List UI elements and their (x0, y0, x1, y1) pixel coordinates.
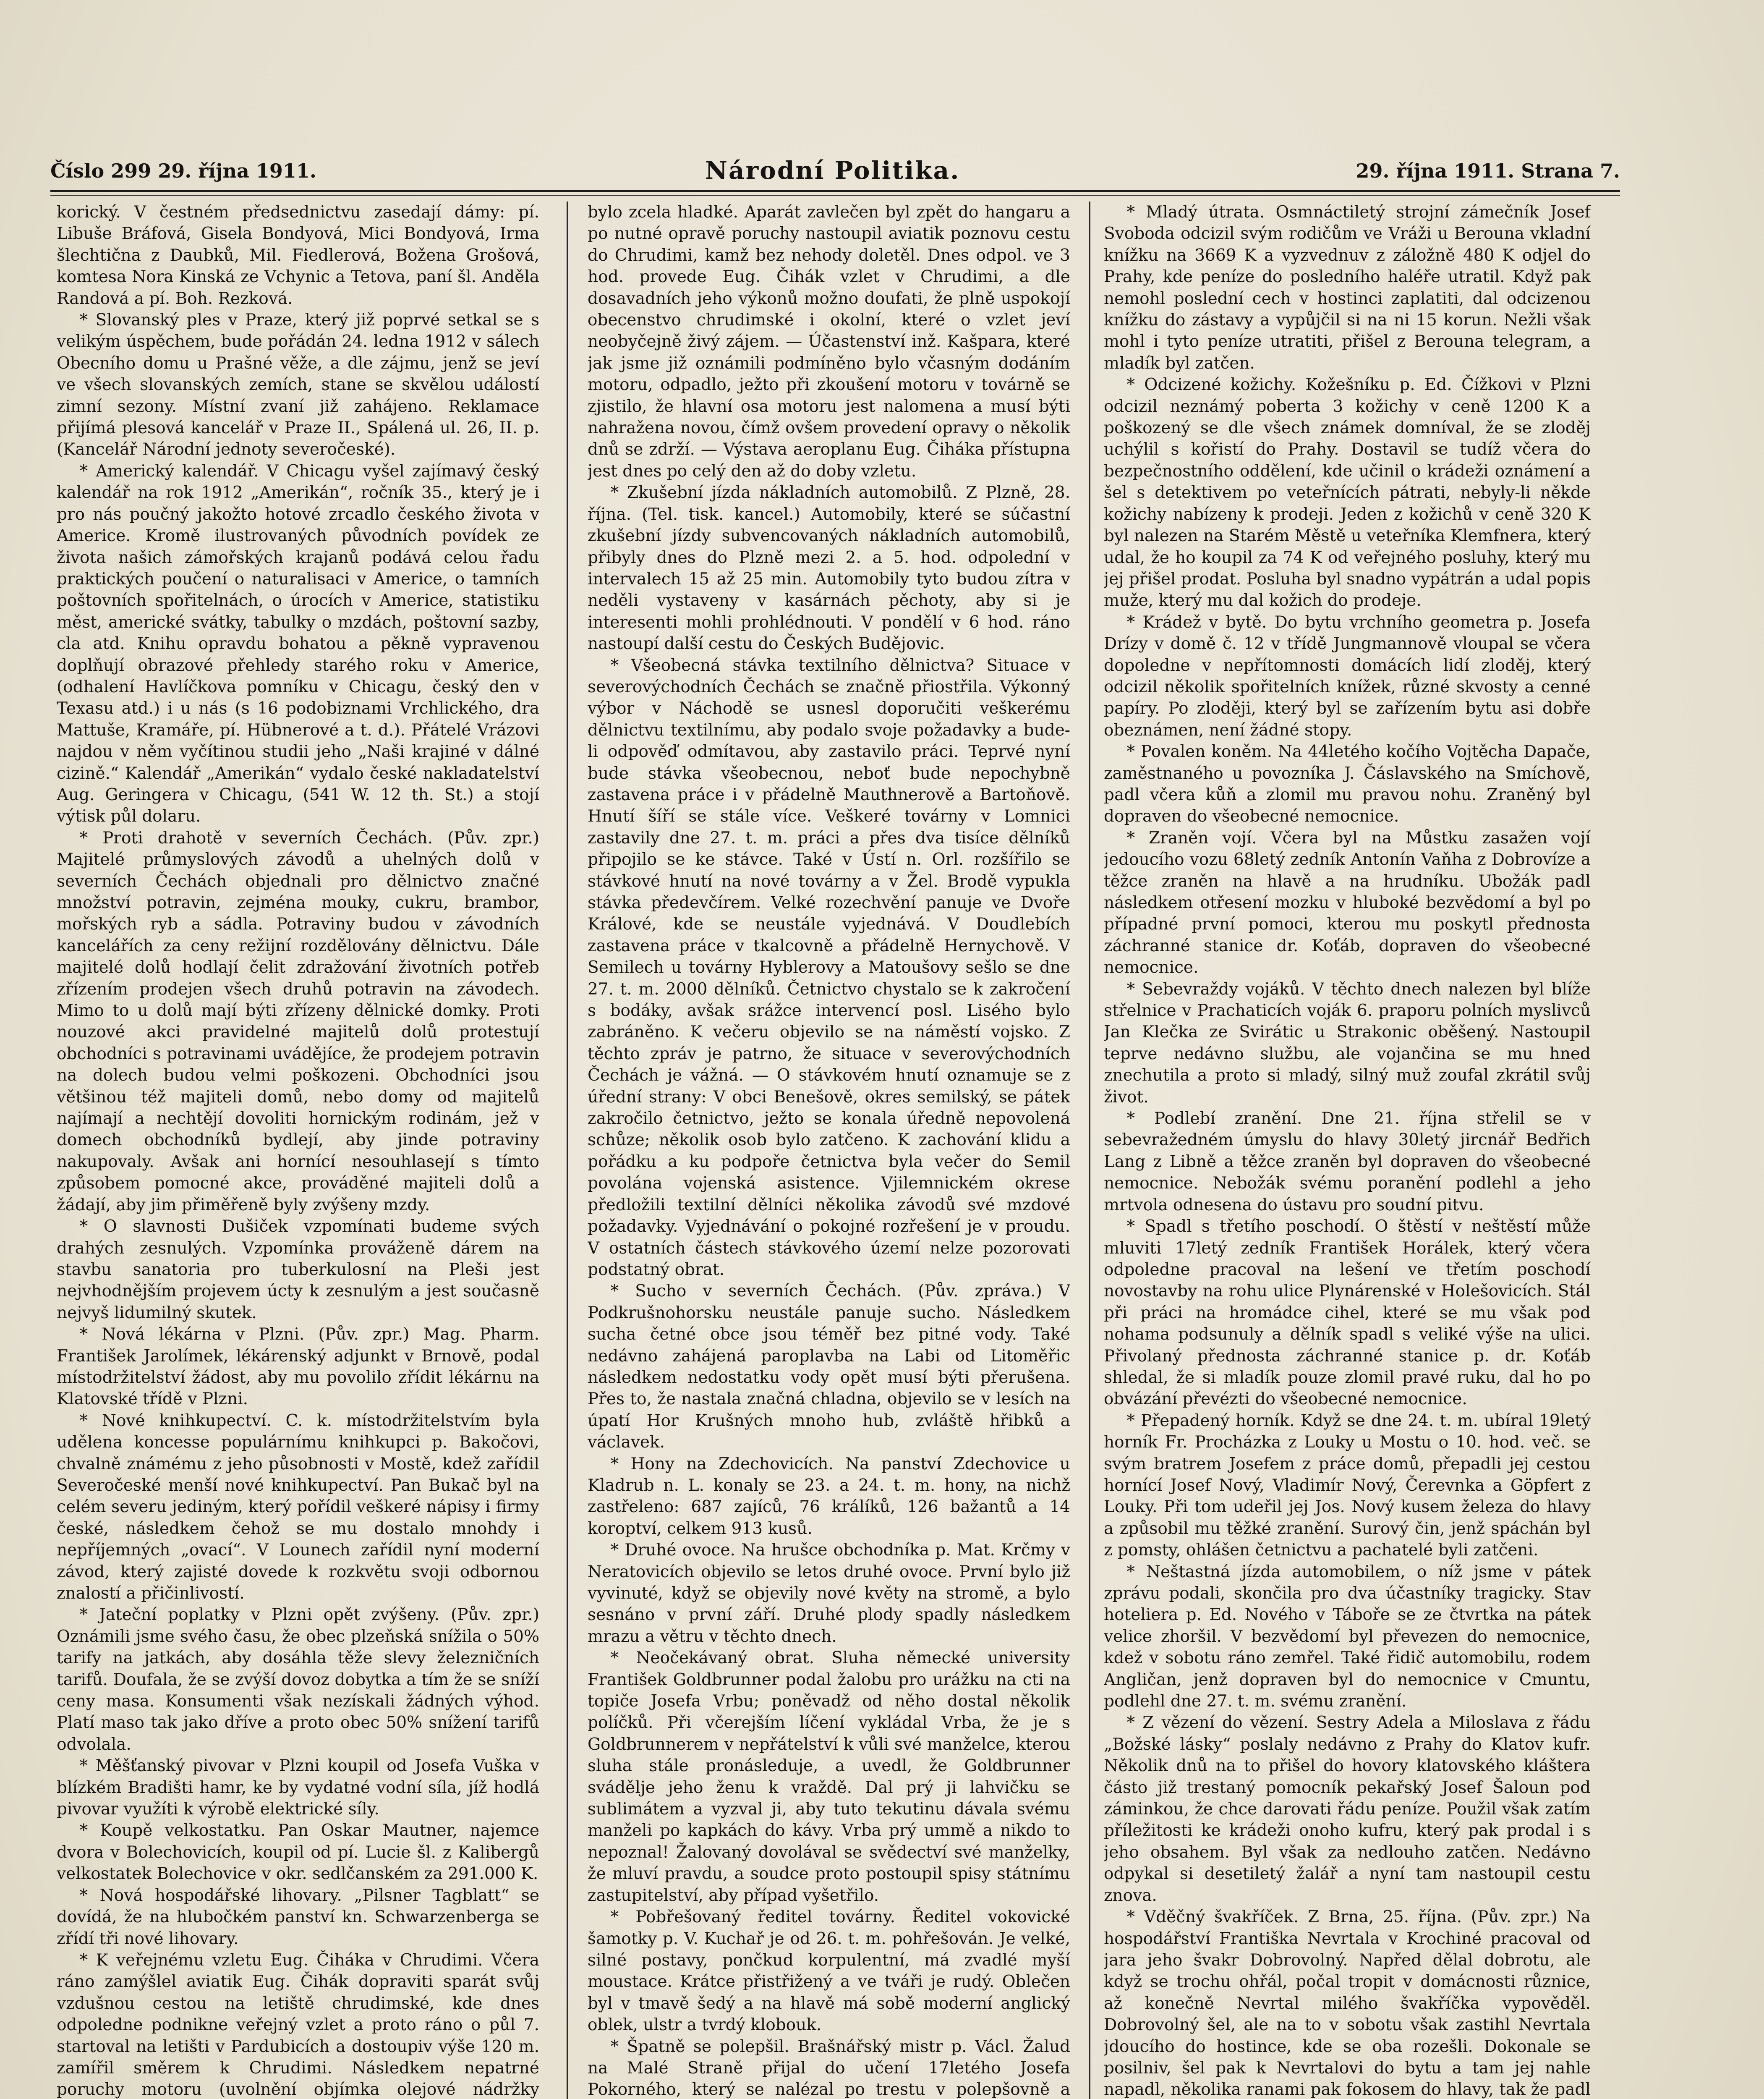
article-paragraph: * Z vězení do vězení. Sestry Adela a Miloslava z řádu „Božské lásky“ poslaly nedávno z Prahy do Klatov kufr. Několik dnů na to přišel do hovory klatovského kláštera částo již trestaný pomocník pekařský Josef Šaloun pod záminkou, že chce darovati řádu peníze. Použil však zatím příležitosti ke krádeži onoho kufru, který pak prodal i s jeho obsahem. Byl však za nedlouho zatčen. Nedávno odpykal si desetiletý žalář a nyní tam nastoupil cestu znova. (1104, 1713, 1591, 1905)
article-paragraph: * Spadl s třetího poschodí. O štěstí v neštěstí může mluviti 17letý zedník František Horálek, který včera odpoledne pracoval na lešení ve třetím poschodí novostavby na rohu ulice Plynárenské v Holešovicích. Stál při práci na hromádce cihel, které se mu však pod nohama podsunuly a dělník spadl s veliké výše na ulici. Přivolaný přednosta záchranné stanice p. dr. Koťáb shledal, že si mladík pouze zlomil pravé ruku, dal ho po obvázání převézti do všeobecné nemocnice. (1104, 1217, 1591, 1409)
article-paragraph: * Odcizené kožichy. Kožešníku p. Ed. Čížkovi v Plzni odcizil neznámý pobertа 3 kožichy v ceně 1200 K a poškozený se dle všech známek domníval, že se zloděj uchýlil s kořistí do Prahy. Dostavil se tudíž včera do bezpečnostního oddělení, kde učinil o krádeži oznámení a šel s detektivem po veteřnících pátrati, nebyly-li někde kožichy nabízeny k prodeji. Jeden z kožichů v ceně 320 K byl nalezen na Starém Městě u veteřníka Klemfnera, který udal, že ho koupil za 74 K od veřejného posluhy, který mu jej přišel prodat. Posluha byl snadno vypátrán a udal popis muže, který mu dal kožich do prodeje. (1104, 375, 1591, 610)
article-paragraph: * Přepadený horník. Když se dne 24. t. m. ubíral 19letý horník Fr. Procházka z Louky u Mostu o 10. hod. več. se svým bratrem Josefem z práce domů, přepadli jej cestou hornící Josef Nový, Vladimír Nový, Čerevnka a Göpfert z Louky. Při tom udeřil jej Jos. Nový kusem železa do hlavy a způsobil mu těžké zranění. Surový čin, jenž spáchán byl z pomsty, ohlášen četnictvu a pachatelé byli zatčeni. (1104, 1411, 1591, 1560)
article-paragraph: * Všeobecná stávka textilního dělnictva? Situace v severovýchodních Čechách se značně přiostřila. Výkonný výbor v Náchodě se usnesl doporučiti veškerému dělnictvu textilnímu, aby podalo svoje požadavky a bude-li odpověď odmítavou, aby zastavilo práci. Teprvé nyní bude stávka všeobecnou, neboť bude nepochybně zastavena práce i v přádelně Mauthnerově a Bartoňově. Hnutí šíří se stále více. Veškeré továrny v Lomnici zastavily dne 27. t. m. práci a přes dva tisíce dělníků připojilo se ke stávce. Také v Ústí n. Orl. rozšířilo se stávkové hnutí na nové továrny a v Žel. Brodě vypukla stávka předevčírem. Velké rozechvění panuje ve Dvoře Králové, kde se neustále vyjednává. V Doudlebích zastavena práce v tkalcovně a přádelně Hernychově. V Semilech u továrny Hyblerovy a Matoušovy sešlo se dne 27. t. m. 2000 dělníků. Četnictvo chystalo se k zakročení s bodáky, avšak srážce intervencí posl. Lisého bylo zabráněno. K večeru objevilo se na náměstí vojsko. Z těchto zpráv je patrno, že situace v severovýchodních Čechách je vážná. — O stávkovém hnutí oznamuje se z úřední strany: V obci Benešově, okres semilský, se pátek zakročilo četnictvo, ježto se konala úředně nepovolená schůze; několik osob bylo zatčeno. K zachování klidu a pořádku a ku podpoře četnictva byla večer do Semil povolána vojenská asistence. Vjilemnickém okrese předložili textilní dělníci několika závodů své mzdové požadavky. Vyjednávání o pokojné rozřešení je v proudu. V ostatních částech stávkového území nelze pozorovati podstatný obrat. (588, 656, 1070, 1279)
article-paragraph: * Zkušební jízda nákladních automobilů. Z Plzně, 28. října. (Tel. tisk. kancel.) Automobily, které se súčastní zkušební jízdy subvencovaných nákladních automobilů, přibyly dnes do Plzně mezi 2. a 5. hod. odpolední v intervalech 15 až 25 min. Automobily tyto budou zítra v neděli vystaveny v kasárnách pěchoty, aby si je interesenti mohli prohlédnouti. V pondělí v 6 hod. ráno nastoupí další cestu do Českých Budějovic. (588, 483, 1070, 654)
column-1 (57, 202, 539, 2099)
article-paragraph: * Hony na Zdechovicích. Na panství Zdechovice u Kladrub n. L. konaly se 23. a 24. t. m. hony, na nichž zastřeleno: 687 zajíců, 76 králíků, 126 bažantů a 14 koroptví, celkem 913 kusů. (588, 1454, 1070, 1538)
column-3 (1104, 202, 1591, 2099)
article-paragraph: * Krádež v bytě. Do bytu vrchního geometra p. Josefa Drízy v domě č. 12 v třídě Jungmannově vloupal se včera dopoledne v nepřítomnosti domácích lidí zloděj, který odcizil několik spořitelních knížek, různé skvosty a cenné papíry. Po zloději, který byl se zařízením bytu asi dobře obeznámen, není žádné stopy. (1104, 612, 1591, 740)
article-paragraph: * O slavnosti Dušiček vzpomínati budeme svých drahých zesnulých. Vzpomínka prováženě dárem na stavbu sanatoria pro tuberkulosní na Pleši jest nejvhodnějším projevem úcty k zesnulým a jest současně nejvyš lidumilný skutek. (57, 1217, 539, 1322)
article-paragraph: * Americký kalendář. V Chicagu vyšel zajímavý český kalendář na rok 1912 „Amerikán“, ročník 35., který je i pro nás poučný jakožto hotové zrcadlo českého života v Americe. Kromě ilustrovaných původních povídek ze života našich zámořských krajanů podává celou řadu praktických poučení o naturalisaci v Americe, o tamních poštovních spořitelnách, o úrocích v Americe, statistiku měst, americké svátky, tabulky o mzdách, poštovní sazby, cla atd. Knihu opravdu bohatou a pěkně vypravenou doplňují obrazové přehledy starého roku v Americe, (odhalení Havlíčkova pomníku v Chicagu, český den v Texasu atd.) i u nás (s 16 podobiznami Vrchlického, dra Mattuše, Kramáře, pí. Hübnerové a t. d.). Přátelé Vrázovi najdou v něm vyčítinou studii jeho „Naši krajiné v dálné cizině.“ Kalendář „Amerikán“ vydalo české nakladatelství Aug. Geringera v Chicagu, (541 W. 12 th. St.) a stojí výtisk půl dolaru. (57, 461, 539, 826)
article-paragraph: bylo zcela hladké. Aparát zavlečen byl zpět do hangaru a po nutné opravě poruchy nastoupil aviatik poznovu cestu do Chrudimi, kamž bez nehody doletěl. Dnes odpol. ve 3 hod. provede Eug. Čihák vzlet v Chrudimi, a dle dosavadních jeho výkonů možno doufati, že plně uspokojí obecenstvo chrudimské i okolní, které o vzlet jeví neobyčejně živý zájem. — Účastenství inž. Kašpara, které jak jsme již oznámili podmíněno bylo včasným dodáním motoru, odpadlo, ježto při zkoušení motoru v továrně se zjistilo, že hlavní osa motoru jest nalomena a musí býti nahražena novou, čímž ovšem provedení opravy o několik dnů se zdrží. — Výstava aeroplanu Eug. Čiháka přístupna jest dnes po celý den až do doby vzletu. (588, 203, 1070, 481)
article-paragraph: * Povalen koněm. Na 44letého kočího Vojtěcha Dapače, zaměstnaného u povozníka J. Čáslavského na Smíchově, padl včera kůň a zlomil mu pravou nohu. Zraněný byl dopraven do všeobecné nemocnice. (1104, 742, 1591, 826)
article-paragraph: * Proti drahotě v severních Čechách. (Pův. zpr.) Majitelé průmyslových závodů a uhelných dolů v severních Čechách objednali pro dělnictvo značné množství potravin, zejména mouky, cukru, brambor, mořských ryb a sádla. Potraviny budou v závodních kancelářích za ceny režijní rozdělovány dělnictvu. Dále majitelé dolů hodlají čelit zdražování životních potřeb zřízením prodejen všech druhů potravin na závodech. Mimo to u dolů mají býti zřízeny dělnické domky. Proti nouzové akci pravidelné majitelů dolů protestují obchodníci s potravinami uvádějíce, že prodejem potravin na dolech budou velmi poškozeni. Obchodníci jsou většinou též majiteli domů, nebo domy od majitelů najímají a nechtějí dovoliti hornickým rodinám, jež v domech obchodníků bydlejí, aby jinde potraviny nakupovaly. Avšak ani hornící nesouhlasejí s tímto způsobem pomocné akce, prováděné majiteli dolů a žádají, aby jim přiměřeně byly zvýšeny mzdy. (57, 828, 539, 1214)
article-paragraph: * Sebevraždy vojáků. V těchto dnech nalezen byl blíže střelnice v Prachaticích voják 6. praporu polních myslivců Jan Klečka ze Svirátic u Strakonic oběšený. Nastoupil teprve nedávno službu, ale vojančina se mu hned znechutila a proto si mladý, silný muž zoufal zkrátil svůj život. (1104, 979, 1591, 1107)
article-paragraph: * Špatně se polepšil. Brašnářský mistr p. Václ. Žalud na Malé Straně přijal do učení 17letého Josefa Pokorného, který se nalézal po trestu v polepšovně a (588, 2037, 1070, 2099)
header-rule-thin (50, 195, 1620, 196)
article-paragraph: * Nová lékárna v Plzni. (Pův. zpr.) Mag. Pharm. František Jarolímek, lékárenský adjunkt v Brnově, podal místodržitelství žádost, aby mu povolilo zřídit lékárnu na Klatovské třídě v Plzni. (57, 1325, 539, 1409)
article-paragraph: * Koupě velkostatku. Pan Oskar Mautner, najemce dvora v Bolechovicích, koupil od pí. Lucie šl. z Kalibergů velkostatek Bolechovice v okr. sedlčanském za 291.000 K. (57, 1821, 539, 1884)
article-paragraph: * Druhé ovoce. Na hrušce obchodníka p. Mat. Krčmy v Neratovicích objevilo se letos druhé ovoce. První bylo již vyvinuté, když se objevily nové květy na stromě, a bylo sesnáno v první září. Druhé plody spadly následkem mrazu a větru v těchto dnech. (588, 1541, 1070, 1646)
article-paragraph: * Nová hospodářské lihovary. „Pilsner Tagblatt“ se dovídá, že na hlubočkém panství kn. Schwarzenberga se zřídí tři nové lihovary. (57, 1886, 539, 1948)
article-paragraph: * Mladý útrata. Osmnáctiletý strojní zámečník Josef Svoboda odcizil svým rodičům ve Vráži u Berouna vkladní knížku na 3669 K a vyzvednuv z záložně 480 K odjel do Prahy, kde peníze do posledního haléře utratil. Když pak nemohl poslední cech v hostinci zaplatiti, dal odcizenou knížku do zástavy a vypůjčil si na ni 15 korun. Nežli však mohl i tyto peníze utratiti, přišel z Berouna telegram, a mladík byl zatčen. (1104, 203, 1591, 373)
column-2 (588, 202, 1070, 2099)
article-paragraph: * Pobřešovaný ředitel továrny. Ředitel vokovické šamotky p. V. Kuchař je od 26. t. m. pohřešován. Je velké, silné postavy, pončkud korpulentní, má zvadlé myší moustace. Krátce přistřižený a ve tváři je rudý. Oblečen byl v tmavě šedý a na hlavě má sobě moderní anglický oblek, ulstr a tvrdý klobouk. (588, 1908, 1070, 2035)
issue-number: Číslo 299 29. října 1911. (50, 160, 316, 182)
header-rule (50, 190, 1620, 192)
column-divider (1089, 202, 1090, 2099)
column-divider (567, 202, 568, 2099)
article-paragraph: * Neočekávaný obrat. Sluha německé university František Goldbrunner podal žalobu pro urážku na cti na topiče Josefa Vrbu; poněvadž od něho dostal několik políčků. Při včerejším líčení vykládal Vrba, že je s Goldbrunnerem v nepřátelství k vůli své manželce, kterou sluha stále pronásleduje, a uvedl, že Goldbrunner svádělje jeho ženu k vraždě. Dal prý ji lahvičku se sublimátem a vyzval ji, aby tuto tekutinu dávala svému manželi po kapkách do kávy. Vrba prý ummě a nikdo to nepoznal! Žalovaný dovolával se svědectví své manželky, že mluví pravdu, a soudce proto postoupil spisy státnímu zastupitelství, aby případ vyšetřilo. (588, 1649, 1070, 1905)
page-header (50, 156, 1620, 186)
article-paragraph: * Vděčný švakříček. Z Brna, 25. října. (Pův. zpr.) Na hospodářství Františka Nevrtala v Krochiné pracoval od jara jeho švakr Dobrovolný. Napřed dělal dobrotu, ale když se trochu ohřál, počal tropit v domácnosti různice, až konečně Nevrtal milého švakříčka vypověděl. Dobrovolný šel, ale na to v sobotu však zastihl Nevrtala jdoucího do hostince, kde se oba rozešli. Dokonale se posilniv, šel pak k Nevrtalovi do bytu a tam jej nahle napadl, několika ranami pak fokosem do hlavy, tak že padl (1104, 1908, 1591, 2099)
article-paragraph: * Neštastná jízda automobilem, o níž jsme v pátek zprávu podali, skončila pro dva účastníky tragicky. Stav hoteliera p. Ed. Nového v Táboře se ze čtvrtka na pátek velice zhoršil. V bezvědomí byl převezen do nemocnice, kdež v sobotu ráno zemřel. Také řidič automobilu, rodem Angličan, jenž dopraven byl do nemocnice v Cmuntu, podlehl dne 27. t. m. svému zranění. (1104, 1562, 1591, 1711)
article-paragraph: * Měšťanský pivovar v Plzni koupil od Josefa Vuška v blízkém Bradišti hamr, ke by vydatné vodní síla, jíž hodlá pivovar využíti k výrobě elektrické síly. (57, 1756, 539, 1819)
article-paragraph: * Slovanský ples v Praze, který již poprvé setkal se s velikým úspěchem, bude pořádán 24. ledna 1912 v sálech Obecního domu u Prašné věže, a dle zájmu, jenž se jeví ve všech slovanských zemích, stane se skvělou událostí zimní sezony. Místní zvaní již zahájeno. Reklamace přijímá plesová kancelář v Praze II., Spálená ul. 26, II. p. (Kancelář Národní jednoty severočeské). (57, 311, 539, 459)
article-paragraph: * Jateční poplatky v Plzni opět zvýšeny. (Pův. zpr.) Oznámili jsme svého času, že obec plzeňská snížila o 50% tarify na jatkách, aby dosáhla těže slevy železničních tarifů. Doufala, že se zvýší dovoz dobytka a tím že se sníží ceny masa. Konsumenti však nezískali žádných výhod. Platí maso tak jako dříve a proto obec 50% snížení tarifů odvolala. (57, 1605, 539, 1754)
page-number: 29. října 1911. Strana 7. (1356, 160, 1620, 182)
article-paragraph: korický. V čestném předsednictvu zasedají dámy: pí. Libuše Bráfová, Gisela Bondyová, Mici Bondyová, Irma šlechtična z Daubků, Mil. Fiedlerová, Božena Grošová, komtesa Nora Kinská ze Vchynic a Tetova, paní šl. Anděla Randová a pí. Boh. Rezková. (57, 203, 539, 308)
newspaper-title: Národní Politika. (705, 156, 960, 185)
article-paragraph: * Podlebí zranění. Dne 21. října střelil se v sebevražedném úmyslu do hlavy 30letý jircnář Bedřich Lang z Libně a těžce zraněn byl dopraven do všeobecné nemocnice. Nebožák svému poranění podlehl a jeho mrtvola odnesena do ústavu pro soudní pitvu. (1104, 1109, 1591, 1214)
article-paragraph: * K veřejnému vzletu Eug. Čiháka v Chrudimi. Včera ráno zamýšlel aviatik Eug. Čihák dopraviti sparát svůj vzdušnou cestou na letiště chrudimské, kde dnes odpoledne podnikne veřejný vzlet a proto ráno o půl 7. startoval na letišti v Pardubicích a dostoupiv výše 120 m. zamířil směrem k Chrudimi. Následkem nepatrné poruchy motoru (uvolnění objímka olejové nádržky (57, 1950, 539, 2099)
article-paragraph: * Nové knihkupectví. C. k. místodržitelstvím byla udělena koncesse populárnímu knihkupci p. Bakočovi, chvalně známému z jeho působnosti v Mostě, kdež zařídil Severočeské menší nové knihkupectví. Pan Bukač byl na celém severu jediným, který pořídil veškeré nápisy i firmy české, následkem čehož se mu dostalo mnohdy i nepříjemných „ovací“. V Lounech zařídil nyní moderní závod, který zajisté dovede k rozkvětu svoji odbornou znalostí a přičinlivostí. (57, 1411, 539, 1603)
article-paragraph: * Zraněn vojí. Včera byl na Můstku zasažen vojí jedoucího vozu 68letý zedník Antonín Vaňha z Dobrovíze a těžce zraněn na hlavě a na hrudníku. Ubožák padl následkem otřesení mozku v hluboké bezvědomí a byl po případné první pomoci, kterou mu poskytl přednosta záchranné stanice dr. Koťáb, dopraven do všeobecné nemocnice. (1104, 828, 1591, 977)
article-paragraph: * Sucho v severních Čechách. (Pův. zpráva.) V Podkrušnohorsku neustále panuje sucho. Následkem sucha četné obce jsou téměř bez pitné vody. Také nedávno zahájená paroplavba na Labi od Litoměřic následkem nedostatku vody opět musí býti přerušena. Přes to, že nastala značná chladna, objevilo se v lesích na úpatí Hor Krušných mnoho hub, zvláště hřibků a václavek. (588, 1282, 1070, 1452)
